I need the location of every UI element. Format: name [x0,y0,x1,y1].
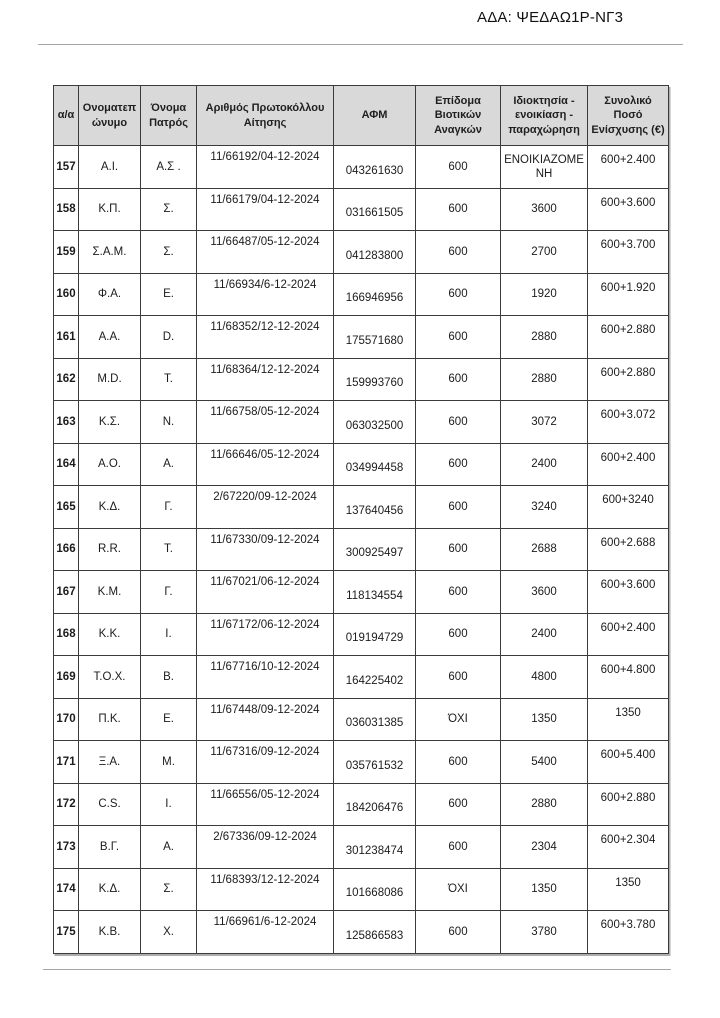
table-cell: Π.Κ. [79,698,141,741]
table-cell: 1920 [501,273,588,316]
table-cell: 11/66192/04-12-2024 [197,146,334,189]
table-cell: 600+2.400 [588,443,669,486]
column-header: Όνομα Πατρός [141,86,197,146]
table-cell: 172 [54,783,79,826]
table-cell: 600+4.800 [588,656,669,699]
table-cell: 600 [416,656,501,699]
table-cell: 600 [416,188,501,231]
table-cell: 600+1.920 [588,273,669,316]
table-row [54,486,669,529]
table-body [54,146,669,954]
table-cell: 11/68352/12-12-2024 [197,316,334,359]
table-cell: 600+3.600 [588,571,669,614]
table-row [54,783,669,826]
table-cell: 301238474 [334,826,416,869]
table-cell: 600+3.072 [588,401,669,444]
table-cell: 600 [416,911,501,954]
table-row [54,911,669,954]
column-header: ΑΦΜ [334,86,416,146]
table-cell: Σ. [141,231,197,274]
table-cell: 184206476 [334,783,416,826]
table-cell: 600 [416,231,501,274]
table-cell: 1350 [588,698,669,741]
table-cell: Α. [141,443,197,486]
table-cell: 11/67316/09-12-2024 [197,741,334,784]
table-cell: D. [141,316,197,359]
table-cell: 159 [54,231,79,274]
table-cell: Κ.Μ. [79,571,141,614]
table-cell: 160 [54,273,79,316]
table-cell: M.D. [79,358,141,401]
table-cell: 161 [54,316,79,359]
table-cell: ΌΧΙ [416,868,501,911]
table-row [54,826,669,869]
table-cell: 168 [54,613,79,656]
table-cell: 035761532 [334,741,416,784]
column-header: α/α [54,86,79,146]
column-header: Ιδιοκτησία - ενοικίαση - παραχώρηση [501,86,588,146]
table-cell: 157 [54,146,79,189]
table-cell: Α.Α. [79,316,141,359]
table-cell: Β.Γ. [79,826,141,869]
table-cell: 11/66556/05-12-2024 [197,783,334,826]
table-cell: Ε. [141,273,197,316]
table-row [54,358,669,401]
table-cell: 11/66758/05-12-2024 [197,401,334,444]
table-cell: 041283800 [334,231,416,274]
table-header [54,86,669,146]
column-header: Αριθμός Πρωτοκόλλου Αίτησης [197,86,334,146]
table-cell: Γ. [141,486,197,529]
table-cell: 118134554 [334,571,416,614]
table-cell: Σ. [141,868,197,911]
table-cell: Α.Ο. [79,443,141,486]
table-cell: 11/67172/06-12-2024 [197,613,334,656]
table-row [54,571,669,614]
table-cell: 11/68393/12-12-2024 [197,868,334,911]
table-cell: Σ.Α.Μ. [79,231,141,274]
table-cell: Κ.Π. [79,188,141,231]
table-cell: 162 [54,358,79,401]
table-cell: 11/66934/6-12-2024 [197,273,334,316]
table-cell: 600+3.700 [588,231,669,274]
table-cell: 2/67220/09-12-2024 [197,486,334,529]
table-cell: 600 [416,826,501,869]
table-cell: 063032500 [334,401,416,444]
table-cell: Α. [141,826,197,869]
table-cell: 2688 [501,528,588,571]
table-cell: 600 [416,358,501,401]
table-cell: 1350 [588,868,669,911]
table-cell: 166 [54,528,79,571]
table-cell: 11/66179/04-12-2024 [197,188,334,231]
table-cell: T. [141,358,197,401]
table-row [54,528,669,571]
table-cell: 600 [416,316,501,359]
table-cell: 600 [416,443,501,486]
table-cell: 600+2.880 [588,316,669,359]
table-cell: 137640456 [334,486,416,529]
table-row [54,273,669,316]
table-cell: Ν. [141,401,197,444]
table-cell: 600 [416,613,501,656]
table-cell: 043261630 [334,146,416,189]
table-row [54,443,669,486]
table-cell: 2/67336/09-12-2024 [197,826,334,869]
table-cell: 3780 [501,911,588,954]
table-cell: 600 [416,528,501,571]
table-row [54,146,669,189]
table-row [54,401,669,444]
table-cell: Τ.Ο.Χ. [79,656,141,699]
table-cell: 159993760 [334,358,416,401]
table-cell: 175 [54,911,79,954]
table-cell: 600+2.880 [588,358,669,401]
ada-code: ΑΔΑ: ΨΕΔΑΩ1Ρ-ΝΓ3 [477,9,624,26]
table-cell: 163 [54,401,79,444]
table-cell: 11/67448/09-12-2024 [197,698,334,741]
table-cell: ΌΧΙ [416,698,501,741]
table-cell: 101668086 [334,868,416,911]
table-cell: 600+2.688 [588,528,669,571]
table-cell: 166946956 [334,273,416,316]
table-cell: 2880 [501,316,588,359]
table-cell: ΕΝΟΙΚΙΑΖΟΜΕΝΗ [501,146,588,189]
table-cell: 2880 [501,358,588,401]
table-row [54,231,669,274]
table-cell: T. [141,528,197,571]
table-cell: Φ.Α. [79,273,141,316]
table-cell: 300925497 [334,528,416,571]
table-cell: 3600 [501,571,588,614]
table-cell: 036031385 [334,698,416,741]
table-cell: 2304 [501,826,588,869]
table-cell: 2700 [501,231,588,274]
table-cell: 164225402 [334,656,416,699]
table-cell: 600+2.400 [588,146,669,189]
table-cell: R.R. [79,528,141,571]
column-header: Ονοματεπώνυμο [79,86,141,146]
table-cell: 171 [54,741,79,784]
column-header: Συνολικό Ποσό Ενίσχυσης (€) [588,86,669,146]
table-cell: Μ. [141,741,197,784]
table-cell: 11/67330/09-12-2024 [197,528,334,571]
table-cell: Κ.Δ. [79,486,141,529]
table-cell: 158 [54,188,79,231]
table-cell: Κ.Κ. [79,613,141,656]
table-cell: 2400 [501,443,588,486]
table-cell: 034994458 [334,443,416,486]
table-cell: 3240 [501,486,588,529]
table-cell: C.S. [79,783,141,826]
table-cell: Γ. [141,571,197,614]
table-cell: 1350 [501,698,588,741]
table-row [54,656,669,699]
table-cell: 167 [54,571,79,614]
table-row [54,868,669,911]
table-cell: 600 [416,783,501,826]
table-cell: 031661505 [334,188,416,231]
table-cell: 600+3.600 [588,188,669,231]
table-cell: 173 [54,826,79,869]
table-cell: Κ.Δ. [79,868,141,911]
table-cell: Α.Σ . [141,146,197,189]
beneficiaries-table [53,85,669,954]
table-cell: 2880 [501,783,588,826]
table-cell: Ξ.Α. [79,741,141,784]
table-cell: 165 [54,486,79,529]
table-row [54,698,669,741]
table-cell: 11/66487/05-12-2024 [197,231,334,274]
table-cell: 1350 [501,868,588,911]
table-cell: 3600 [501,188,588,231]
table-row [54,316,669,359]
table-cell: 11/66646/05-12-2024 [197,443,334,486]
table-cell: Σ. [141,188,197,231]
table-cell: 125866583 [334,911,416,954]
table-cell: 600+3240 [588,486,669,529]
table-cell: 11/67716/10-12-2024 [197,656,334,699]
column-header: Επίδομα Βιοτικών Αναγκών [416,86,501,146]
table-cell: Β. [141,656,197,699]
footer-divider [43,969,671,970]
table-cell: 600 [416,486,501,529]
table-cell: 5400 [501,741,588,784]
table-cell: 600+2.880 [588,783,669,826]
table-row [54,188,669,231]
table-cell: 600 [416,401,501,444]
table-cell: 600+2.304 [588,826,669,869]
header-row [54,86,669,146]
table-cell: 600 [416,146,501,189]
table-cell: 11/68364/12-12-2024 [197,358,334,401]
table-cell: 600+3.780 [588,911,669,954]
table-cell: 600 [416,571,501,614]
table-cell: 3072 [501,401,588,444]
table-cell: Α.Ι. [79,146,141,189]
table-row [54,741,669,784]
table-cell: 600+2.400 [588,613,669,656]
table-cell: Ι. [141,783,197,826]
table-row [54,613,669,656]
table-cell: 019194729 [334,613,416,656]
table-cell: 175571680 [334,316,416,359]
table-cell: 174 [54,868,79,911]
table-cell: Κ.Σ. [79,401,141,444]
table-cell: 170 [54,698,79,741]
table-cell: Ε. [141,698,197,741]
table-cell: 2400 [501,613,588,656]
header-divider [38,44,683,45]
table-cell: Χ. [141,911,197,954]
table-cell: 11/66961/6-12-2024 [197,911,334,954]
table-cell: 169 [54,656,79,699]
table-cell: 600 [416,741,501,784]
table-cell: 4800 [501,656,588,699]
table-cell: 11/67021/06-12-2024 [197,571,334,614]
table-cell: Ι. [141,613,197,656]
table-cell: Κ.Β. [79,911,141,954]
table-cell: 600 [416,273,501,316]
table-cell: 164 [54,443,79,486]
table-cell: 600+5.400 [588,741,669,784]
